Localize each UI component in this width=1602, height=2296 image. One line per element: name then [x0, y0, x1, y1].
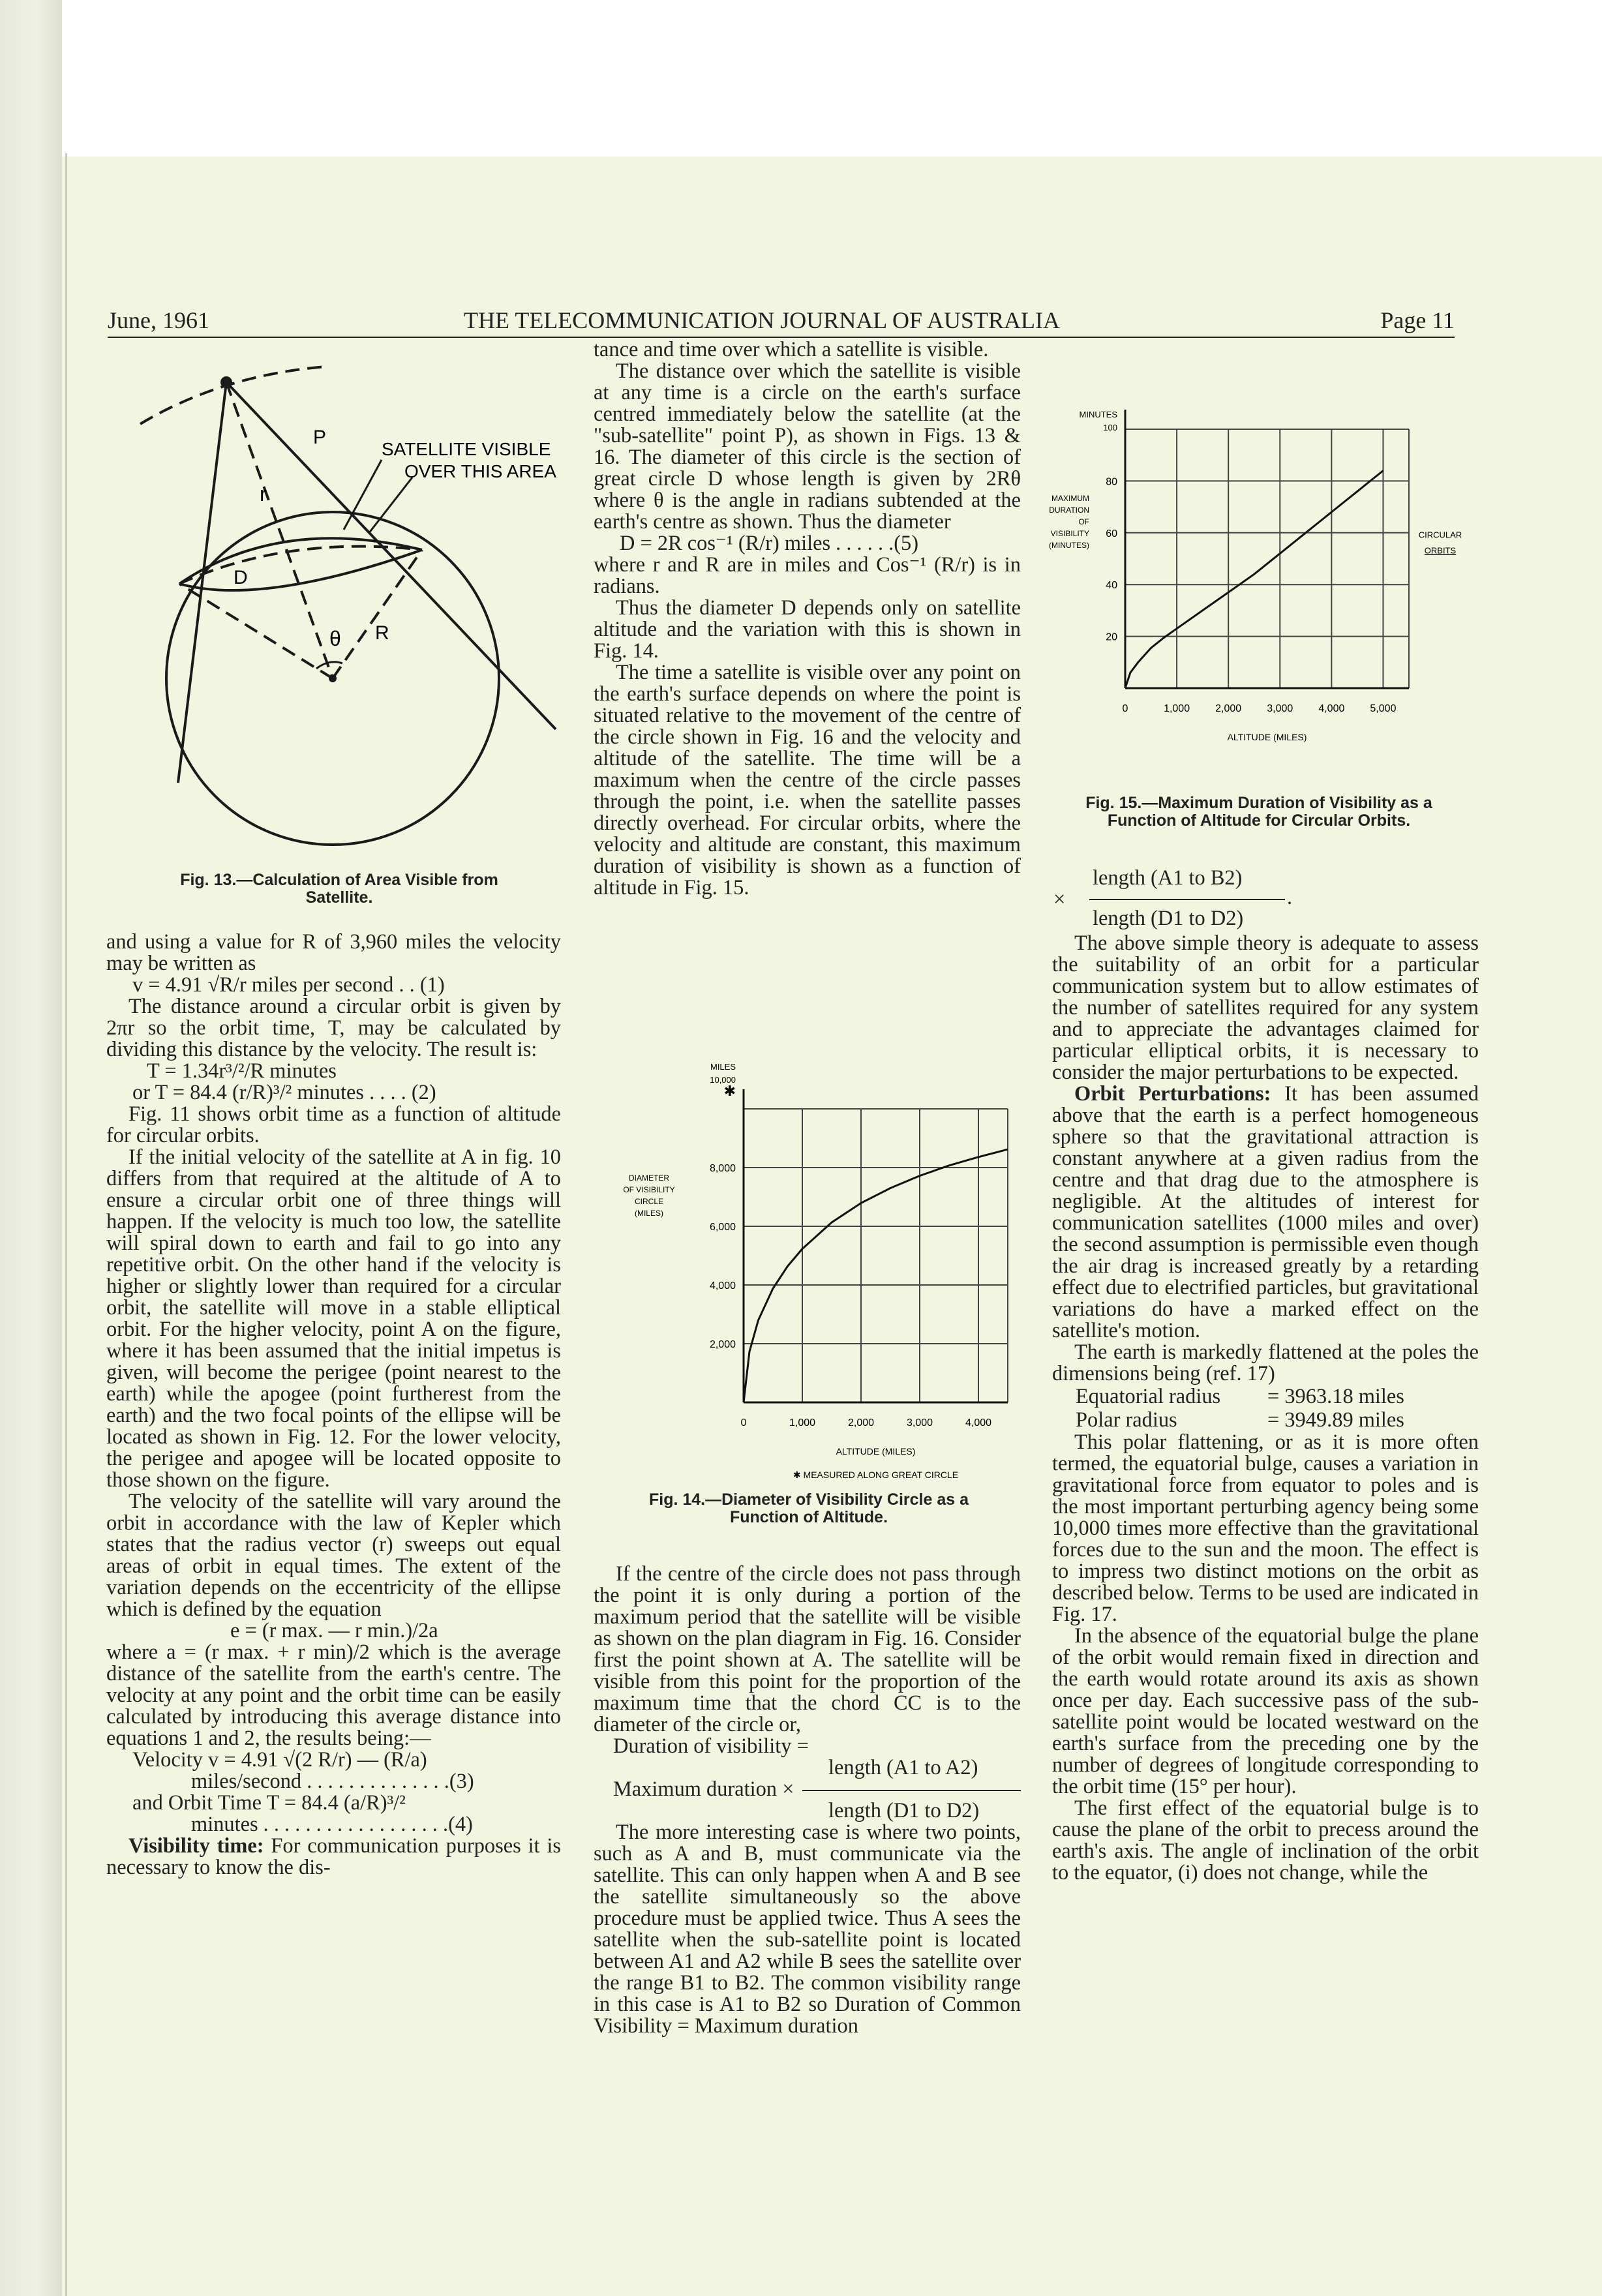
fig15-ytick-1: 40	[1106, 580, 1117, 592]
col2-para-7: The more interesting case is where two points, such as A and B, must communicate via the satellite. This can only happen when A and B see the satellite simultaneously so the above procedure must be applied twice. Thus A sees the satellite when the sub-satellite point is located between A1 and A2 while B sees the satellite over the range B1 to B2. The common visibility range in this case is A1 to B2 so Duration of Common Visibility = Maximum duration	[594, 1820, 1021, 2038]
fig14-ylabel-top-1: 10,000	[710, 1075, 736, 1085]
fig15-ytick-3: 80	[1106, 476, 1117, 488]
col1-para-7-text: For communication purposes it is necessary to know the dis-	[106, 1834, 561, 1879]
fig13-great-circle-front	[179, 550, 422, 590]
heading-orbit-perturbations: Orbit Perturbations:	[1074, 1082, 1271, 1106]
fig15-ylabel-3: VISIBILITY	[1050, 529, 1089, 538]
equation-3a: Velocity v = 4.91 √(2 R/r) — (R/a)	[132, 1748, 427, 1772]
fig13-label-theta: θ	[329, 627, 341, 650]
equation-duration-visibility: Duration of visibility =	[613, 1734, 809, 1758]
fig13-great-circle-back	[179, 547, 422, 584]
fig13-label-R: R	[375, 622, 389, 644]
fig15-caption-line1: Fig. 15.—Maximum Duration of Visibility as a	[1085, 794, 1432, 812]
col3-para-6: The first effect of the equatorial bulge is to cause the plane of the orbit to precess around the earth's axis. The angle of inclination of the orbit to the equator, (i) does not change, while the	[1052, 1796, 1479, 1884]
fig15-xtick-4: 4,000	[1318, 703, 1345, 714]
fig15-xtick-2: 2,000	[1215, 703, 1242, 714]
scan-top-margin	[0, 0, 1602, 157]
fig15-caption	[1044, 794, 1474, 830]
equation-2a: T = 1.34r³/²/R minutes	[147, 1059, 337, 1083]
fig13-visible-note-1: SATELLITE VISIBLE	[382, 439, 551, 459]
col2-para-4: Thus the diameter D depends only on satellite altitude and the variation with this is shown in Fig. 14.	[594, 596, 1021, 663]
header-page-number: Page 11	[1380, 307, 1455, 333]
fig14-xtick-3: 3,000	[906, 1417, 933, 1428]
equation-4b: minutes . . . . . . . . . . . . . . . . . .(4)	[191, 1813, 473, 1836]
fig15-series-line-0	[1125, 471, 1383, 689]
column-3	[1052, 933, 1479, 1884]
fig15-series-label-0: CIRCULAR	[1418, 530, 1462, 540]
col3-para-3: The earth is markedly flattened at the poles the dimensions being (ref. 17)	[1052, 1340, 1479, 1385]
fraction-a1-b2-denominator: length (D1 to D2)	[1093, 907, 1244, 930]
col1-para-5: The velocity of the satellite will vary around the orbit in accordance with the law of Kepler which states that the radius vector (r) sweeps out equal areas of orbit in equal times. The extent of the variation depends on the eccentricity of the ellipse which is defined by the equation	[106, 1490, 561, 1621]
fig13-diagram	[117, 359, 574, 802]
column-2-bottom	[594, 1563, 1021, 2037]
fraction-a1-b2	[1053, 868, 1419, 933]
fig15-series-label-1: ORBITS	[1424, 545, 1457, 556]
col1-para-3: Fig. 11 shows orbit time as a function of altitude for circular orbits.	[106, 1102, 561, 1147]
fig15-caption-line2: Function of Altitude for Circular Orbits.	[1107, 811, 1411, 830]
fig15-xtick-5: 5,000	[1370, 703, 1397, 714]
fraction-a1-b2-numerator: length (A1 to B2)	[1093, 866, 1243, 890]
fig15-ylabel-1: DURATION	[1049, 506, 1089, 515]
fig15-ylabel-top-1: 100	[1103, 423, 1117, 432]
fig14-xlabel: ALTITUDE (MILES)	[836, 1446, 916, 1457]
fig13-radius-R1	[179, 584, 333, 678]
fig14-caption-line1: Fig. 14.—Diameter of Visibility Circle as a	[648, 1490, 969, 1509]
fig13-label-d: D	[234, 567, 248, 588]
col3-para-2	[1052, 1083, 1479, 1342]
page-binding-line	[65, 153, 67, 2296]
fraction-a1-b2-times: ×	[1053, 888, 1066, 911]
fig15-xtick-3: 3,000	[1267, 703, 1293, 714]
fig15-xtick-1: 1,000	[1164, 703, 1190, 714]
fig15-ylabel-2: OF	[1078, 517, 1089, 526]
fig13-caption-line2: Satellite.	[305, 888, 373, 907]
col1-para-7	[106, 1835, 561, 1879]
fraction-a1-b2-dot: .	[1287, 886, 1293, 909]
header-date: June, 1961	[108, 307, 209, 333]
fraction-a1-a2-numerator: length (A1 to A2)	[828, 1756, 978, 1779]
equatorial-radius-label: Equatorial radius	[1076, 1385, 1221, 1408]
column-1	[106, 931, 561, 1879]
col2-para-6: If the centre of the circle does not pass through the point it is only during a portion of the maximum period that the satellite will be visible as shown on the plan diagram in Fig. 16. Consider first the point shown at A. The satellite will be visible from this point for the proportion of the maximum time that the chord CC is to the diameter of the circle or,	[594, 1562, 1021, 1736]
fig14-ylabel-1: OF VISIBILITY	[623, 1185, 675, 1194]
equation-5: D = 2R cos⁻¹ (R/r) miles . . . . . .(5)	[620, 532, 919, 555]
fig15-ylabel-4: (MINUTES)	[1049, 541, 1089, 550]
running-header	[108, 304, 1455, 338]
fig14-xtick-4: 4,000	[965, 1417, 992, 1428]
fig13-caption-line1: Fig. 13.—Calculation of Area Visible from	[180, 871, 498, 889]
fig15-ylabel-0: MAXIMUM	[1051, 494, 1089, 503]
fig14-xtick-2: 2,000	[847, 1417, 875, 1428]
fig14-ylabel-top-0: MILES	[710, 1062, 736, 1072]
fig13-pointer-1	[344, 460, 382, 530]
page-binding-edge	[0, 0, 62, 2296]
fraction-a1-a2-bar	[802, 1790, 1021, 1791]
fraction-a1-a2-denominator: length (D1 to D2)	[828, 1799, 980, 1822]
col1-para-1: and using a value for R of 3,960 miles the velocity may be written as	[106, 930, 561, 975]
header-journal-title: THE TELECOMMUNICATION JOURNAL OF AUSTRALIA	[464, 307, 1060, 333]
fig15-ytick-0: 20	[1106, 631, 1117, 643]
col2-para-2: The distance over which the satellite is visible at any time is a circle on the earth's surface centred immediately below the satellite (at the "sub-satellite" point P), as shown in Figs. 13 & 16. The diameter of this circle is the section of great circle D whose length is given by 2Rθ where θ is the angle in radians subtended at the earth's centre as shown. Thus the diameter	[594, 359, 1021, 534]
fig15-xtick-0: 0	[1122, 703, 1128, 714]
col1-para-2: The distance around a circular orbit is given by 2πr so the orbit time, T, may be calculated by dividing this distance by the velocity. The result is:	[106, 995, 561, 1061]
fig13-centre-point	[329, 674, 337, 682]
fig14-footnote: ✱ MEASURED ALONG GREAT CIRCLE	[793, 1470, 959, 1480]
col2-para-1: tance and time over which a satellite is visible.	[594, 338, 989, 361]
equation-1: v = 4.91 √R/r miles per second . . (1)	[132, 973, 445, 997]
col2-para-3: where r and R are in miles and Cos⁻¹ (R/r) is in radians.	[594, 553, 1021, 598]
fig13-theta-arc	[316, 662, 342, 669]
col3-para-2-text: It has been assumed above that the earth is a perfect homogeneous sphere so that the gravitational attraction is constant anywhere at a given radius from the centre and that drag due to the atmosphere is negligible. At the altitudes of interest for communication satellites (1000 miles and over) the second assumption is permissible even though the air drag is increased greatly by a retarding effect due to electrified particles, but gravitational variations do have a marked effect on the satellite's motion.	[1052, 1082, 1479, 1342]
fig14-xtick-1: 1,000	[789, 1417, 816, 1428]
fig13-visible-note-2: OVER THIS AREA	[404, 461, 556, 481]
fig13-satellite-point	[220, 376, 232, 388]
polar-radius-value: = 3949.89 miles	[1267, 1408, 1404, 1432]
fig13-label-p: P	[313, 427, 327, 448]
fig13-tangent-right	[226, 382, 556, 729]
fig14-ytick-2: 6,000	[709, 1222, 736, 1233]
fraction-a1-b2-bar	[1089, 899, 1285, 900]
fig13-caption	[111, 871, 567, 907]
col3-para-1: The above simple theory is adequate to assess the suitability of an orbit for a particular communication system but to allow estimates of the number of satellites required for any system and to appreciate the advantages claimed for particular elliptical orbits, it is necessary to consider the major perturbations to be expected.	[1052, 931, 1479, 1084]
fig15-ylabel-top-0: MINUTES	[1079, 410, 1117, 419]
equation-4a: and Orbit Time T = 84.4 (a/R)³/²	[132, 1791, 406, 1815]
fig13-radius-R2	[333, 550, 422, 678]
equatorial-radius-value: = 3963.18 miles	[1267, 1385, 1404, 1408]
equation-3b: miles/second . . . . . . . . . . . . . .(3)	[191, 1770, 474, 1793]
fraction-a1-a2-left: Maximum duration ×	[613, 1777, 794, 1801]
fig14-ylabel-3: (MILES)	[634, 1209, 664, 1218]
fig14-ytick-0: 2,000	[709, 1339, 736, 1350]
fig14-xtick-0: 0	[740, 1417, 747, 1428]
fig15-xlabel: ALTITUDE (MILES)	[1227, 732, 1307, 742]
fig14-ytick-1: 4,000	[709, 1280, 736, 1292]
fig13-pointer-2	[369, 477, 412, 534]
fig14-ylabel-2: CIRCLE	[634, 1197, 664, 1206]
polar-radius-label: Polar radius	[1076, 1408, 1177, 1432]
col1-para-4: If the initial velocity of the satellite at A in fig. 10 differs from that required at the altitude of A to ensure a circular orbit one of three things will happen. If the velocity is much too low, the satellite will spiral down to earth and fail to go into any repetitive orbit. On the other hand if the velocity is higher or slightly lower than required for a circular orbit, the satellite will move in a stable elliptical orbit. For the higher velocity, point A on the figure, where it has been assumed that the initial impetus is given, will become the perigee (point nearest to the earth) while the apogee (point furtherest from the earth) and the two focal points of the ellipse will be located as shown in Fig. 12. For the lower velocity, the perigee and apogee will be located opposite to those shown on the figure.	[106, 1145, 561, 1492]
fig14-chart	[587, 1050, 1037, 1480]
fraction-a1-a2	[594, 1757, 1021, 1822]
col2-para-5: The time a satellite is visible over any point on the earth's surface depends on where the point is situated relative to the movement of the centre of the circle shown in Fig. 16 and the velocity and altitude of the satellite. The time will be a maximum when the centre of the circle passes through the point, i.e. when the satellite passes directly overhead. For circular orbits, where the velocity and altitude are constant, this maximum duration of visibility is shown as a function of altitude in Fig. 15.	[594, 661, 1021, 899]
fig15-ytick-2: 60	[1106, 528, 1117, 539]
fig14-ytick-3: 8,000	[709, 1163, 736, 1174]
col3-para-4: This polar flattening, or as it is more often termed, the equatorial bulge, causes a variation in gravitational force from equator to poles and is the most important perturbing agency being some 10,000 times more effective than the gravitational forces due to the sun and the moon. The effect is to impress two distinct motions on the orbit as described below. Terms to be used are indicated in Fig. 17.	[1052, 1430, 1479, 1626]
col1-para-6: where a = (r max. + r min)/2 which is the average distance of the satellite from the earth's centre. The velocity at any point and the orbit time can be easily calculated by introducing this average distance into equations 1 and 2, the results being:—	[106, 1640, 561, 1750]
radii-table	[1052, 1385, 1479, 1432]
fig15-chart	[1044, 365, 1474, 783]
fig14-caption	[590, 1491, 1027, 1526]
fig14-ylabel-top-2: ✱	[723, 1083, 736, 1099]
equation-eccentricity: e = (r max. — r min.)/2a	[230, 1619, 438, 1642]
column-2-top	[594, 339, 1021, 899]
col3-para-5: In the absence of the equatorial bulge the plane of the orbit would remain fixed in direction and the earth would rotate around its axis as shown once per day. Each successive pass of the sub-satellite point would be located westward on the earth's surface from the preceding one by the number of degrees of longitude corresponding to the orbit time (15° per hour).	[1052, 1624, 1479, 1798]
fig14-ylabel-0: DIAMETER	[628, 1173, 670, 1183]
fig13-orbit-arc	[140, 367, 326, 424]
fig14-series-line-0	[744, 1149, 1008, 1402]
fig14-caption-line2: Function of Altitude.	[729, 1508, 888, 1526]
fig13-label-r: r	[260, 482, 267, 506]
equation-2b: or T = 84.4 (r/R)³/² minutes . . . . (2)	[132, 1081, 436, 1104]
heading-visibility-time: Visibility time:	[128, 1834, 264, 1858]
